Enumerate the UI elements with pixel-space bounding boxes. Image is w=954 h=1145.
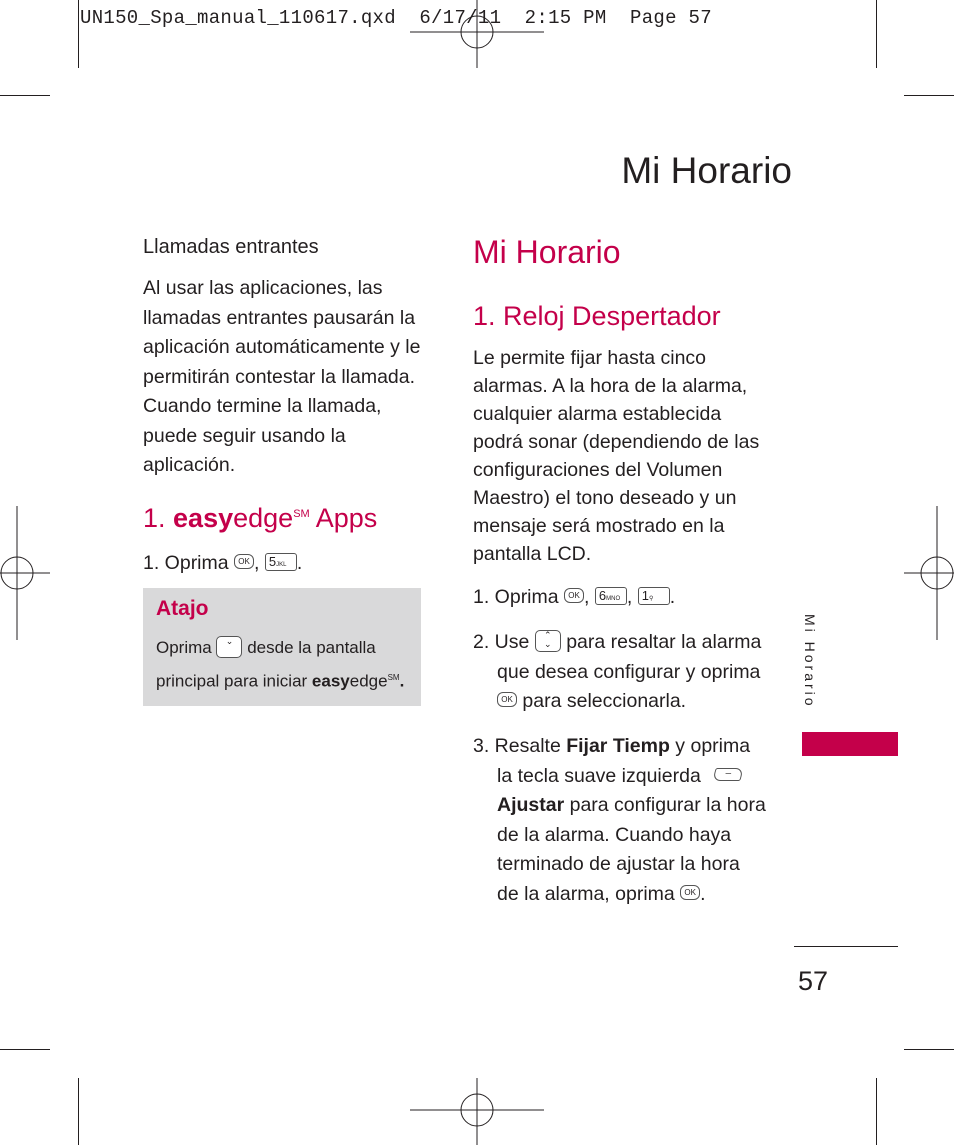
step-3-line-4: de la alarma. Cuando haya [497,823,732,846]
tip-text-start: Oprima [156,638,212,657]
down-nav-key-icon: ⌄ [216,636,242,658]
alarm-clock-heading: 1. Reloj Despertador [473,301,721,331]
section-title: Mi Horario [473,234,621,270]
alarm-step-2 [473,628,773,717]
tip-text-end: desde la pantalla [247,638,376,657]
alarm-step-1 [473,583,675,613]
step-text: 1. Oprima [473,586,559,608]
comma: , [626,586,633,608]
step-3-line-3 [473,791,773,821]
intro-line: pantalla LCD. [473,543,592,565]
tip-text [156,633,416,697]
period: . [296,552,303,574]
paragraph-line: aplicación. [143,454,236,476]
alarm-intro [473,344,773,568]
key-5-icon [265,553,297,571]
step-3-line-5: terminado de ajustar la hora [497,853,740,875]
step-text: 3. Resalte [473,735,567,757]
step-3-line-6 [473,880,773,910]
brand-bold: easy [173,503,234,533]
comma: , [584,586,590,608]
step-3-line-1 [473,732,773,762]
alarm-step-3 [473,732,773,909]
intro-line: cualquier alarma establecida [473,403,722,425]
key-digit: 6 [598,587,607,603]
key-digit: 5 [268,553,277,569]
paragraph-line: llamadas entrantes pausarán la [143,306,416,329]
side-tab-text: Mi Horario [802,614,818,709]
step-text: de la alarma, oprima [497,882,675,905]
key-letters: JKL [276,561,287,568]
key-digit: 1 [641,587,649,603]
tip-text-start: principal para iniciar [156,671,312,691]
side-tab-bar [802,732,898,756]
brand-bold: easy [311,671,350,691]
up-down-nav-key-icon: ⌃ ⌄ [535,630,561,652]
step-2-line-3 [473,687,773,717]
page-number: 57 [798,966,829,996]
comma: , [254,552,260,574]
service-mark: SM [293,508,310,520]
key-6-icon [595,587,627,605]
ok-key-icon: OK [680,885,700,900]
service-mark: SM [387,673,400,682]
tip-period: . [399,671,405,691]
intro-line: Le permite fijar hasta cinco [473,347,707,369]
intro-line: configuraciones del Volumen [473,459,723,481]
paragraph-line: Al usar las aplicaciones, las [143,277,383,299]
intro-line: Maestro) el tono deseado y un [473,487,737,509]
step-2-line-1 [473,628,773,658]
print-slug: UN150_Spa_manual_110617.qxd 6/17/11 2:15 PM Page 57 [80,7,712,29]
intro-line: alarmas. A la hora de la alarma, [473,375,748,397]
step-text: para resaltar la alarma [566,631,762,653]
paragraph-line: aplicación automáticamente y le [143,336,421,358]
step-3-line-2 [473,762,773,792]
incoming-calls-subheading: Llamadas entrantes [143,236,319,258]
step-text: para configurar la hora [564,794,766,816]
paragraph-line: puede seguir usando la [143,424,346,447]
tip-line-2 [156,663,416,697]
period: . [669,586,676,608]
soft-key-label-bold: Ajustar [497,794,565,816]
intro-line: podrá sonar (dependiendo de las [473,431,760,453]
heading-suffix: Apps [309,503,378,533]
step-2-line-2: que desea configurar y oprima [497,660,761,683]
menu-option-bold: Fijar Tiemp [566,735,670,757]
page-number-rule [794,946,898,947]
intro-line: mensaje será mostrado en la [473,515,725,537]
step-text: 1. Oprima [143,552,229,574]
ok-key-icon: OK [497,692,517,707]
easyedge-step-1 [143,549,302,579]
tip-title: Atajo [156,597,209,620]
left-soft-key-icon: – [712,768,743,781]
step-text: la tecla suave izquierda [497,764,701,787]
step-text: 2. Use [473,631,530,653]
step-text: y oprima [669,735,751,757]
paragraph-line: permitirán contestar la llamada. [143,365,416,388]
brand-light: edge [233,503,294,533]
incoming-calls-paragraph [143,274,433,481]
step-text: para seleccionarla. [522,690,687,712]
running-title: Mi Horario [621,150,792,191]
ok-key-icon: OK [564,588,584,603]
period: . [700,882,706,905]
heading-prefix: 1. [143,503,174,533]
key-letters: MNO [606,595,621,602]
tip-line-1 [156,633,416,663]
easyedge-apps-heading [143,503,377,534]
key-1-icon [638,587,670,605]
brand-light: edge [349,671,388,691]
paragraph-line: Cuando termine la llamada, [143,395,382,417]
voicemail-glyph: ⚲ [648,595,654,602]
ok-key-icon: OK [234,554,254,569]
side-tab-label [802,614,832,724]
